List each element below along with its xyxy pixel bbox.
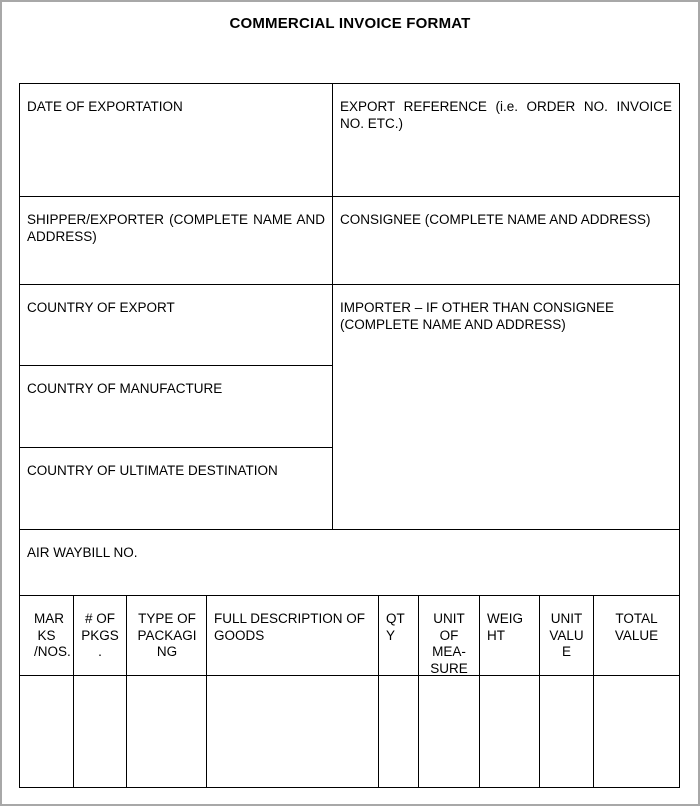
column-header-type-of-packaging: TYPE OF PACKAGI NG <box>126 595 207 676</box>
num-pkgs-cell[interactable] <box>73 675 127 788</box>
country-of-export-label: COUNTRY OF EXPORT <box>27 300 175 315</box>
air-waybill-field[interactable] <box>19 529 680 596</box>
column-header-total-value: TOTAL VALUE <box>593 595 680 676</box>
full-description-cell[interactable] <box>206 675 379 788</box>
date-of-exportation-label: DATE OF EXPORTATION <box>27 99 183 114</box>
document-title: COMMERCIAL INVOICE FORMAT <box>229 15 471 32</box>
total-value-cell[interactable] <box>593 675 680 788</box>
consignee-label: CONSIGNEE (COMPLETE NAME AND ADDRESS) <box>340 212 651 227</box>
country-of-ultimate-destination-field[interactable] <box>19 447 333 530</box>
column-header-unit-of-measure: UNIT OF MEA-SURE <box>418 595 480 676</box>
unit-value-cell[interactable] <box>539 675 594 788</box>
column-header-marks-nos: MAR KS /NOS. <box>19 595 74 676</box>
consignee-field[interactable] <box>332 196 680 285</box>
type-of-packaging-cell[interactable] <box>126 675 207 788</box>
column-header-unit-value: UNIT VALU E <box>539 595 594 676</box>
weight-cell[interactable] <box>479 675 540 788</box>
unit-of-measure-cell[interactable] <box>418 675 480 788</box>
importer-field[interactable] <box>332 284 680 530</box>
country-of-manufacture-field[interactable] <box>19 365 333 448</box>
column-header-num-pkgs: # OF PKGS . <box>73 595 127 676</box>
column-header-full-description: FULL DESCRIPTION OF GOODS <box>206 595 379 676</box>
column-header-weight: WEIG HT <box>479 595 540 676</box>
qty-cell[interactable] <box>378 675 419 788</box>
country-of-manufacture-label: COUNTRY OF MANUFACTURE <box>27 381 223 396</box>
importer-label: IMPORTER – IF OTHER THAN CONSIGNEE (COMPLETE NAME AND ADDRESS) <box>340 300 615 332</box>
date-of-exportation-field[interactable] <box>19 83 333 197</box>
export-reference-field[interactable] <box>332 83 680 197</box>
shipper-exporter-field[interactable] <box>19 196 333 285</box>
export-reference-label: EXPORT REFERENCE (i.e. ORDER NO. INVOICE NO. ETC.) <box>340 99 672 131</box>
country-of-export-field[interactable] <box>19 284 333 366</box>
shipper-exporter-label: SHIPPER/EXPORTER (COMPLETE NAME AND ADDRESS) <box>27 212 325 244</box>
column-header-qty: QT Y <box>378 595 419 676</box>
country-of-ultimate-destination-label: COUNTRY OF ULTIMATE DESTINATION <box>27 463 278 478</box>
air-waybill-label: AIR WAYBILL NO. <box>27 545 138 560</box>
marks-nos-cell[interactable] <box>19 675 74 788</box>
